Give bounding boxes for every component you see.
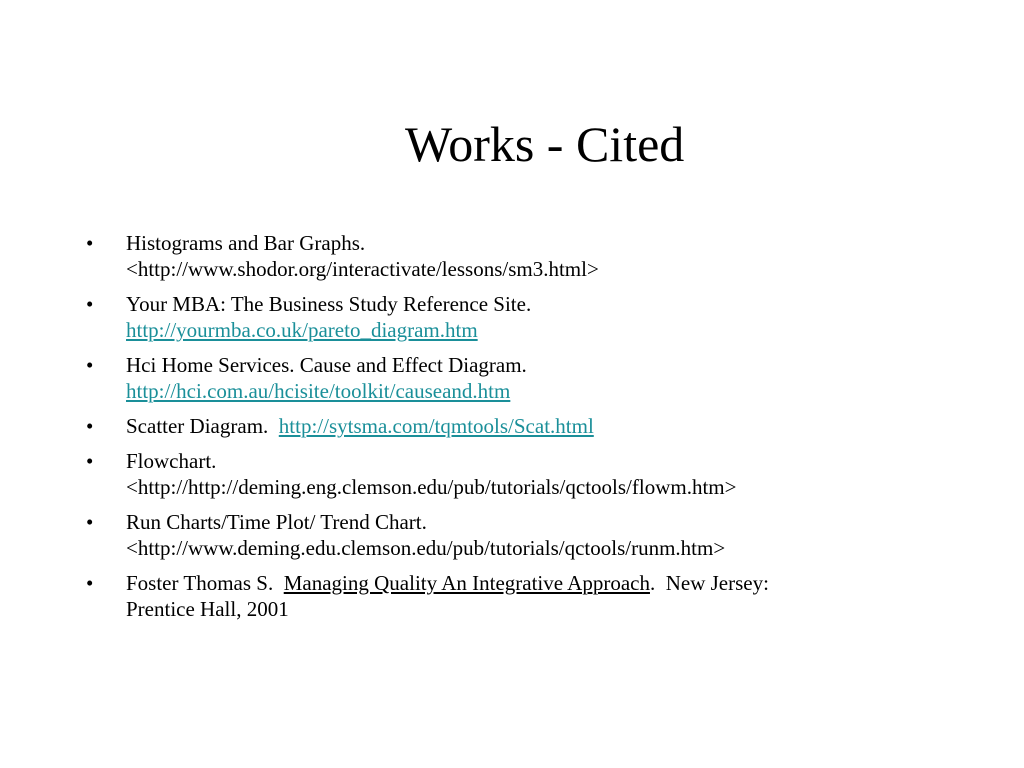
reference-link[interactable]: http://sytsma.com/tqmtools/Scat.html (278, 414, 594, 438)
reference-title: Histograms and Bar Graphs. (126, 231, 366, 255)
list-item (82, 352, 982, 404)
reference-url: <http://www.shodor.org/interactivate/lessons/sm3.html> (126, 257, 599, 281)
list-item (82, 570, 982, 622)
reference-title: Scatter Diagram. (126, 414, 279, 438)
reference-location: . New Jersey: (649, 571, 769, 595)
bullet: • (86, 571, 94, 595)
reference-title: Hci Home Services. Cause and Effect Diagram. (126, 353, 527, 377)
reference-link[interactable]: http://hci.com.au/hcisite/toolkit/causeand.htm (126, 379, 511, 403)
list-item (82, 230, 982, 282)
reference-link[interactable]: http://yourmba.co.uk/pareto_diagram.htm (126, 318, 478, 342)
bullet: • (86, 449, 94, 473)
bullet: • (86, 231, 94, 255)
reference-title: Your MBA: The Business Study Reference Site. (126, 292, 532, 316)
reference-publisher: Prentice Hall, 2001 (126, 597, 289, 621)
reference-title: Run Charts/Time Plot/ Trend Chart. (126, 510, 427, 534)
list-item (82, 413, 982, 439)
reference-url: <http://www.deming.edu.clemson.edu/pub/tutorials/qctools/runm.htm> (126, 536, 726, 560)
reference-url: <http://http://deming.eng.clemson.edu/pub/tutorials/qctools/flowm.htm> (126, 475, 737, 499)
works-cited-list (82, 230, 982, 631)
reference-author: Foster Thomas S. (126, 571, 284, 595)
list-item (82, 509, 982, 561)
reference-title: Flowchart. (126, 449, 217, 473)
bullet: • (86, 414, 94, 438)
bullet: • (86, 353, 94, 377)
list-item (82, 291, 982, 343)
slide-title: Works - Cited (405, 116, 685, 172)
bullet: • (86, 510, 94, 534)
book-title: Managing Quality An Integrative Approach (283, 571, 650, 595)
list-item (82, 448, 982, 500)
bullet: • (86, 292, 94, 316)
